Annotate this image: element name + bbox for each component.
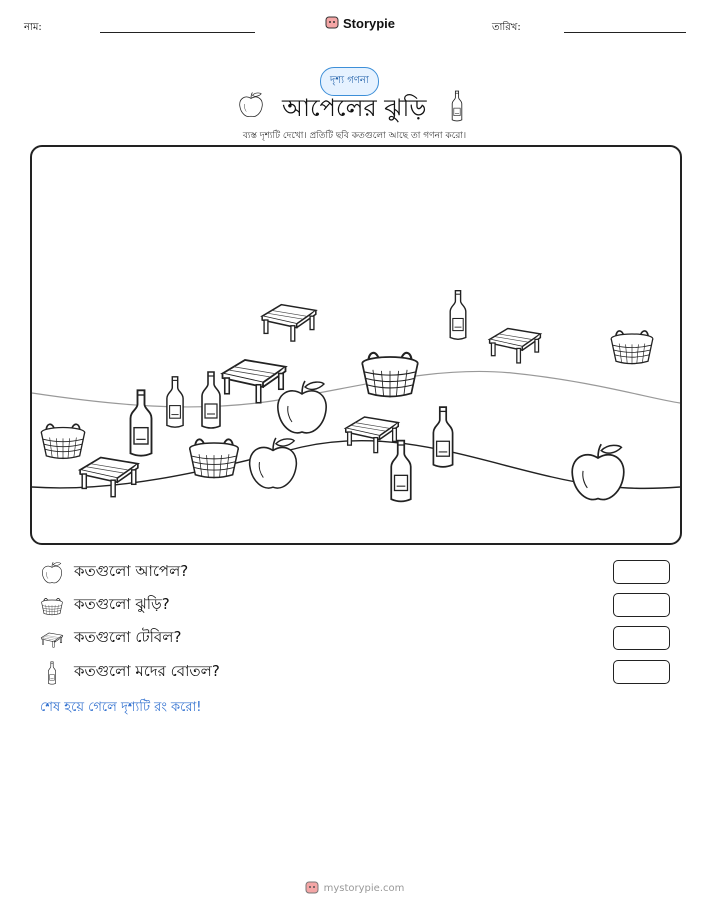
basket-icon <box>40 594 64 618</box>
bottle <box>433 407 452 467</box>
table <box>80 458 138 497</box>
name-label: নাম: <box>24 22 42 33</box>
footer-url[interactable]: mystorypie.com <box>323 883 405 894</box>
category-tag: দৃশ্য গণনা <box>320 67 379 96</box>
basket <box>611 331 653 365</box>
question-text: কতগুলো মদের বোতল? <box>74 662 220 680</box>
answer-box-baskets[interactable] <box>613 593 670 617</box>
footer <box>0 880 709 897</box>
table <box>223 360 286 403</box>
title-apple-icon <box>237 91 265 119</box>
counting-scene <box>30 145 682 545</box>
name-line[interactable] <box>100 32 255 33</box>
bottle <box>391 441 411 502</box>
bottle <box>131 390 152 455</box>
brand <box>325 15 395 32</box>
question-text: কতগুলো ঝুড়ি? <box>74 595 170 613</box>
apple <box>278 381 326 433</box>
question-bottles <box>40 660 220 685</box>
apple <box>572 444 624 499</box>
brand-name: Storypie <box>343 16 396 31</box>
date-line[interactable] <box>564 32 686 33</box>
table <box>262 305 316 341</box>
apple <box>250 438 297 488</box>
scene-illustration <box>32 147 680 543</box>
date-label: তারিখ: <box>492 22 521 33</box>
title-bottle-icon <box>450 90 464 122</box>
question-tables <box>40 626 181 651</box>
table <box>490 329 541 363</box>
question-apples <box>40 560 188 585</box>
question-text: কতগুলো টেবিল? <box>74 628 182 646</box>
page-title: আপেলের ঝুড়ি <box>282 94 427 122</box>
basket <box>362 353 417 398</box>
question-text: কতগুলো আপেল? <box>74 562 189 580</box>
question-baskets <box>40 593 170 618</box>
table <box>346 417 399 453</box>
brand-logo-icon <box>325 15 339 32</box>
coloring-note: শেষ হয়ে গেলে দৃশ্যটি রং করো! <box>40 700 202 715</box>
basket <box>41 424 84 459</box>
instruction-text: ব্যস্ত দৃশ্যটি দেখো। প্রতিটি ছবি কতগুলো আছে তা গণনা করো। <box>242 131 467 141</box>
footer-logo-icon <box>305 880 319 897</box>
answer-box-apples[interactable] <box>613 560 670 584</box>
bottle <box>450 291 466 340</box>
answer-box-bottles[interactable] <box>613 660 670 684</box>
bottle <box>167 377 183 427</box>
table-icon <box>40 627 64 651</box>
basket <box>190 439 239 478</box>
hill-line-back <box>32 371 680 407</box>
apple-icon <box>40 561 64 585</box>
answer-box-tables[interactable] <box>613 626 670 650</box>
bottle-icon <box>40 661 64 685</box>
bottle <box>202 372 220 428</box>
